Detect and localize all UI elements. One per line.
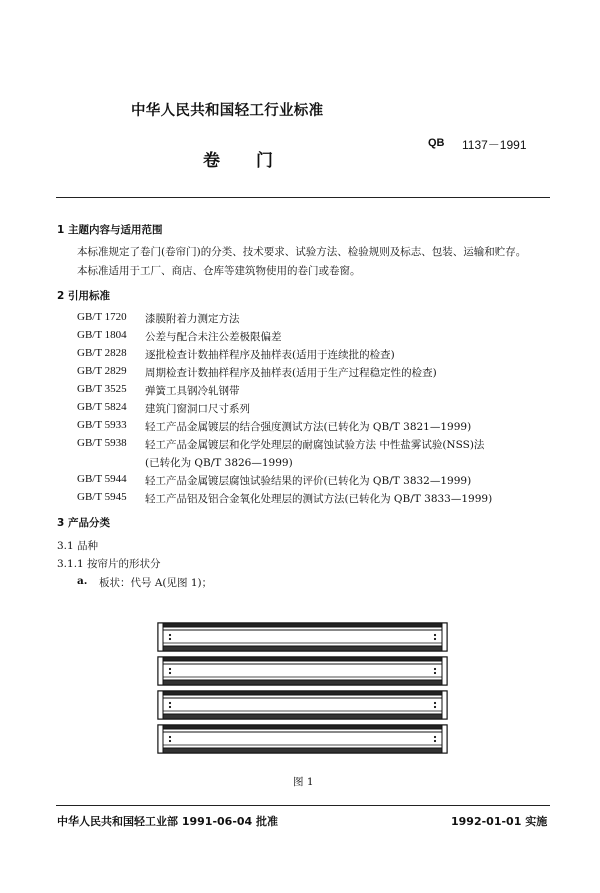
rivet-dot	[434, 672, 436, 674]
ref-title: 轻工产品金属镀层腐蚀试验结果的评价(已转化为 QB/T 3832—1999)	[145, 475, 472, 487]
ref-title-continuation: (已转化为 QB/T 3826—1999)	[145, 457, 293, 469]
ref-title: 建筑门窗洞口尺寸系列	[145, 403, 250, 415]
rivet-dot	[434, 634, 436, 636]
rivet-dot	[434, 706, 436, 708]
section-2-heading: 2 引用标准	[57, 290, 110, 302]
rivet-dot	[169, 702, 171, 704]
ref-code: GB/T 2828	[77, 347, 127, 359]
rivet-dot	[434, 740, 436, 742]
section-1-heading: 1 主题内容与适用范围	[57, 224, 163, 236]
subsection-3-1: 3.1 品种	[57, 540, 99, 552]
ref-title: 轻工产品铝及铝合金氧化处理层的测试方法(已转化为 QB/T 3833—1999)	[145, 493, 493, 505]
standard-code: QB	[428, 137, 445, 149]
rivet-dot	[169, 736, 171, 738]
ref-code: GB/T 5824	[77, 401, 127, 413]
ref-code: GB/T 3525	[77, 383, 127, 395]
rivet-dot	[434, 736, 436, 738]
ref-title: 轻工产品金属镀层和化学处理层的耐腐蚀试验方法 中性盐雾试验(NSS)法	[145, 439, 485, 451]
ref-code: GB/T 5945	[77, 491, 127, 503]
rivet-dot	[169, 740, 171, 742]
ref-title: 弹簧工具钢冷轧钢带	[145, 385, 240, 397]
ref-title: 轻工产品金属镀层的结合强度测试方法(已转化为 QB/T 3821—1999)	[145, 421, 472, 433]
ref-title: 逐批检查计数抽样程序及抽样表(适用于连续批的检查)	[145, 349, 395, 361]
subsection-3-1-1: 3.1.1 按帘片的形状分	[57, 558, 161, 570]
effective-date: 1992-01-01 实施	[451, 815, 548, 828]
standard-number: 1137－1991	[462, 138, 527, 152]
rivet-dot	[169, 668, 171, 670]
rivet-dot	[434, 668, 436, 670]
footer-rule	[56, 805, 550, 806]
rivet-dot	[169, 638, 171, 640]
document-title: 卷门	[203, 151, 309, 171]
approval-line: 中华人民共和国轻工业部 1991-06-04 批准	[57, 815, 279, 828]
issuing-org-title: 中华人民共和国轻工行业标准	[131, 103, 324, 119]
ref-title: 周期检查计数抽样程序及抽样表(适用于生产过程稳定性的检查)	[145, 367, 437, 379]
ref-title: 公差与配合未注公差极限偏差	[145, 331, 282, 343]
ref-code: GB/T 5944	[77, 473, 127, 485]
list-item-a: 板状：代号 A(见图 1)；	[99, 577, 213, 589]
ref-title: 漆膜附着力测定方法	[145, 313, 240, 325]
list-marker-a: a.	[77, 575, 88, 587]
ref-code: GB/T 5933	[77, 419, 127, 431]
slat-panel	[157, 656, 448, 686]
ref-code: GB/T 2829	[77, 365, 127, 377]
figure-caption: 图 1	[293, 776, 314, 788]
section-1-para-1: 本标准规定了卷门(卷帘门)的分类、技术要求、试验方法、检验规则及标志、包装、运输和贮存。	[77, 246, 527, 258]
header-rule	[56, 197, 550, 198]
rivet-dot	[434, 702, 436, 704]
section-1-para-2: 本标准适用于工厂、商店、仓库等建筑物使用的卷门或卷窗。	[77, 265, 361, 277]
slat-panel	[157, 690, 448, 720]
rivet-dot	[434, 638, 436, 640]
slat-panel	[157, 622, 448, 652]
rivet-dot	[169, 706, 171, 708]
ref-code: GB/T 1804	[77, 329, 127, 341]
slat-panel	[157, 724, 448, 754]
rivet-dot	[169, 672, 171, 674]
rivet-dot	[169, 634, 171, 636]
ref-code: GB/T 5938	[77, 437, 127, 449]
section-3-heading: 3 产品分类	[57, 517, 110, 529]
ref-code: GB/T 1720	[77, 311, 127, 323]
